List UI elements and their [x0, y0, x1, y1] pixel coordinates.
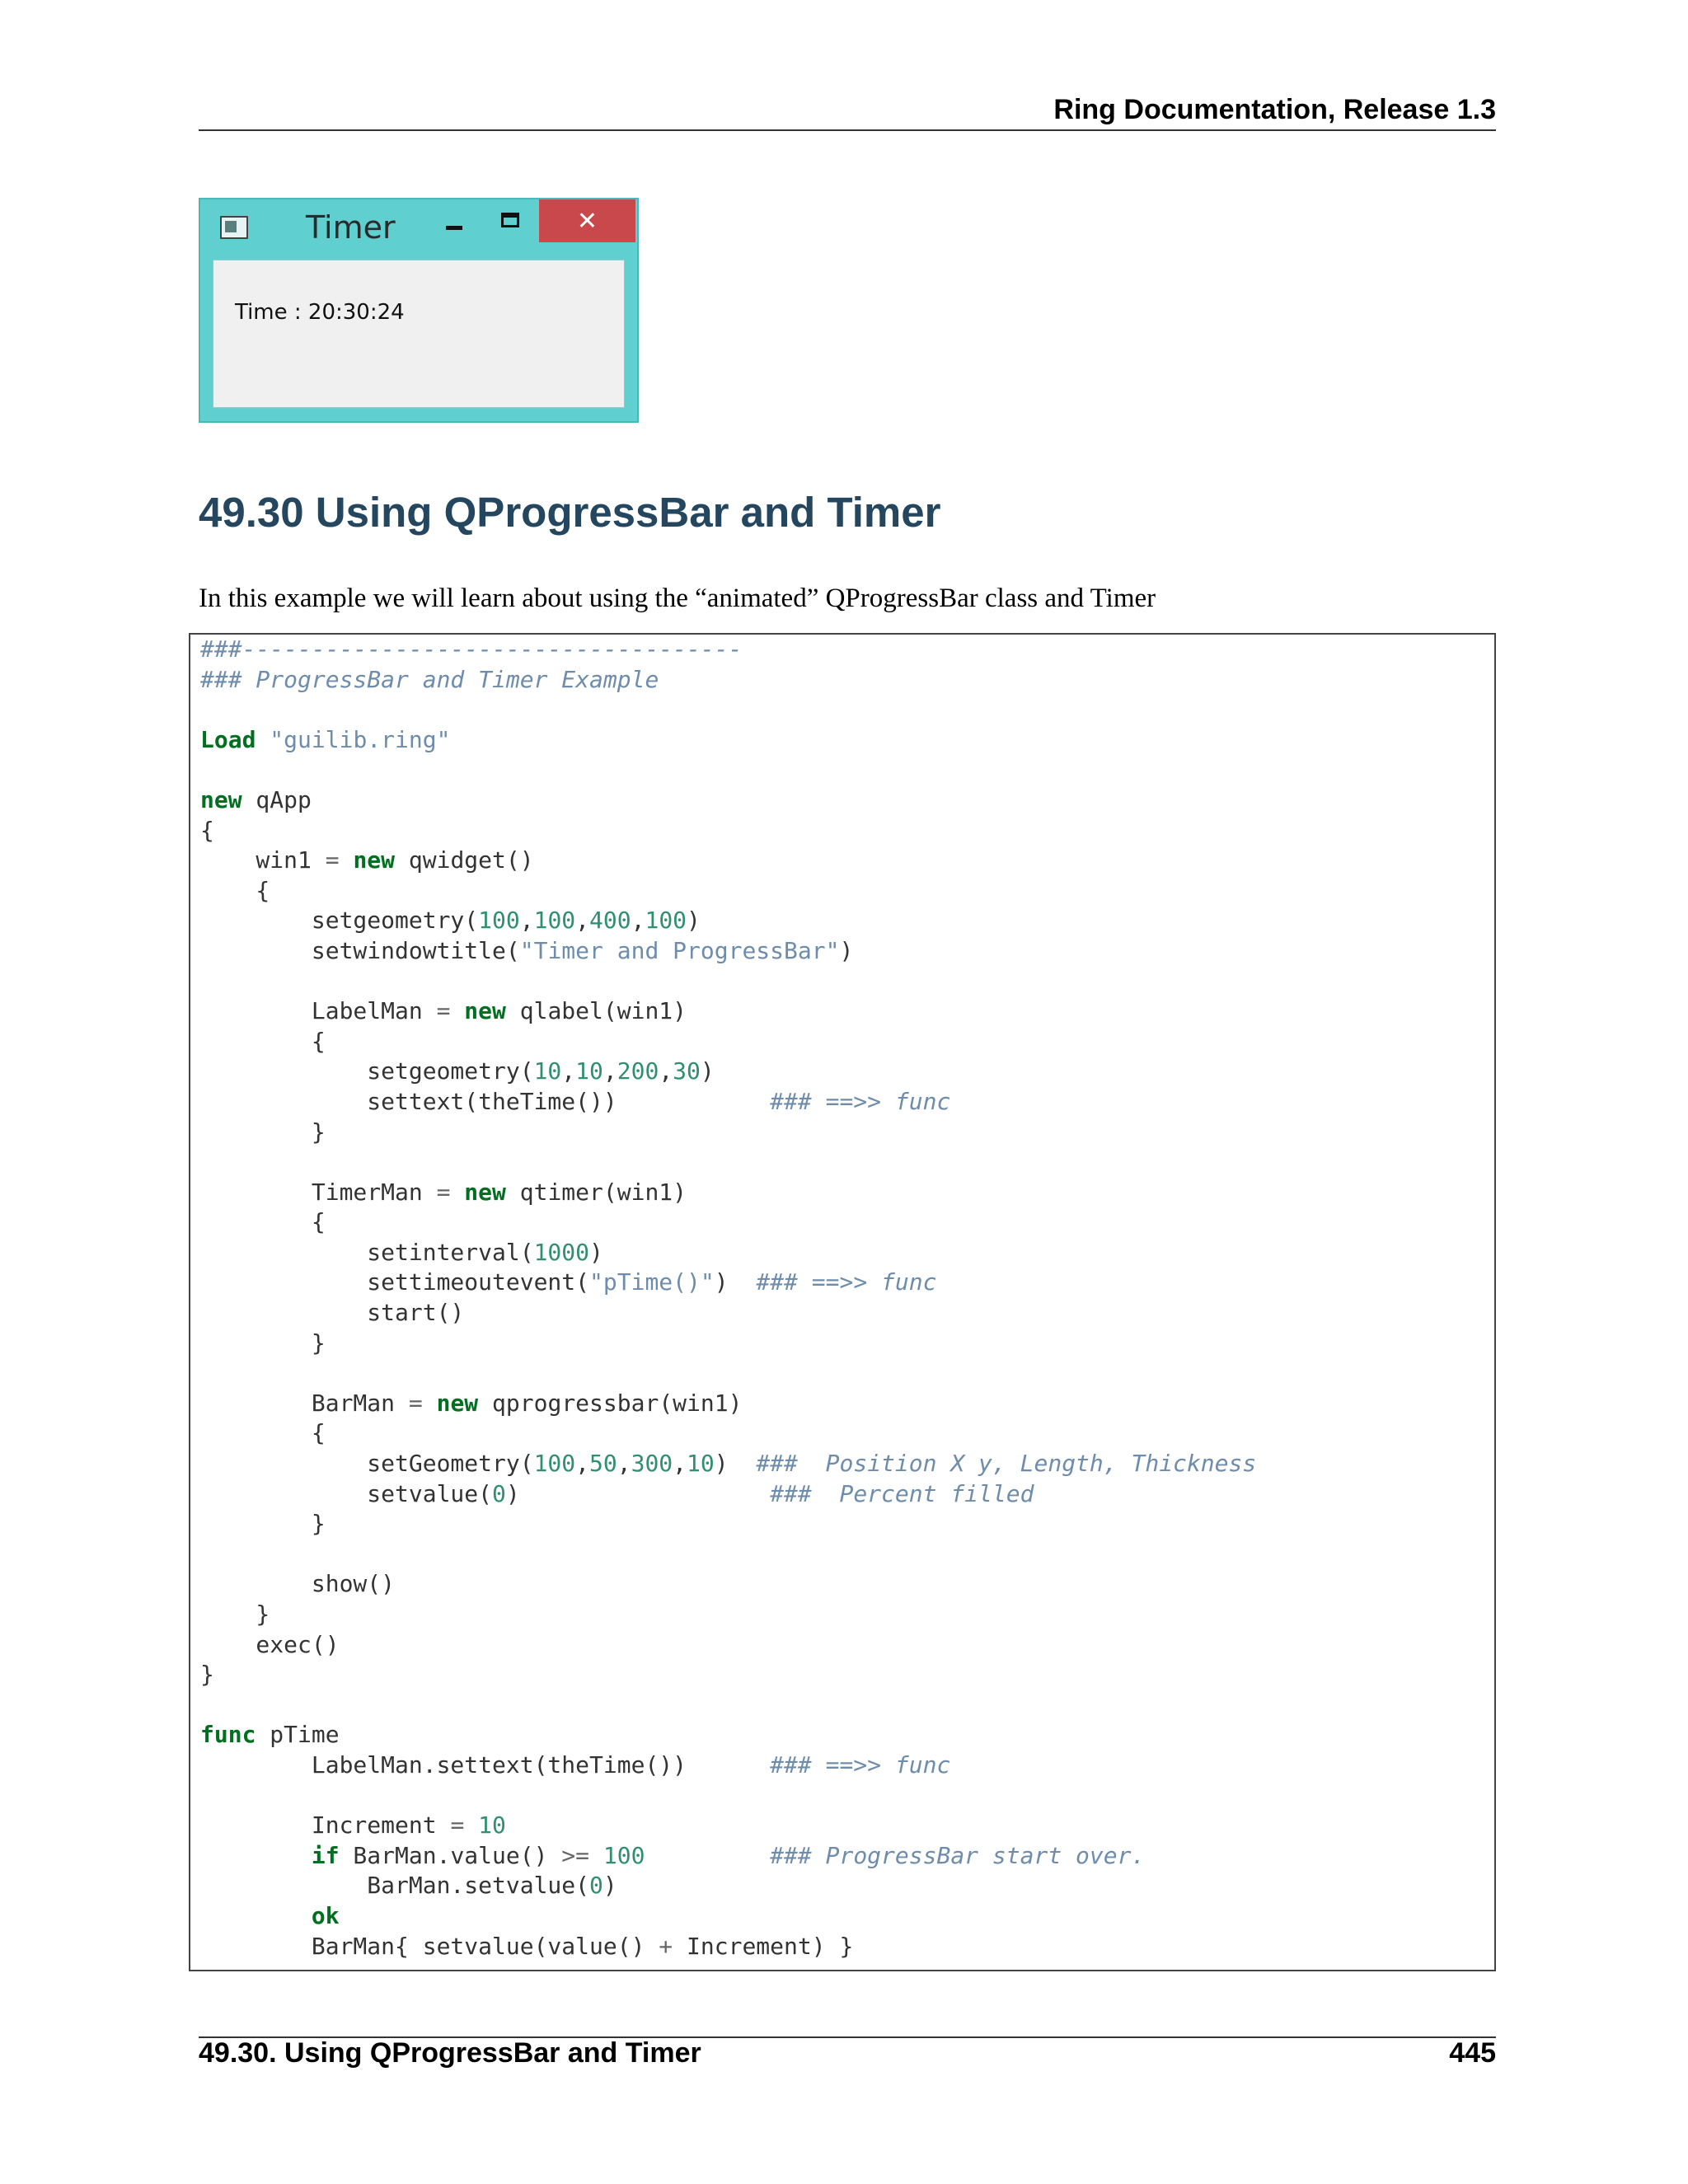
- code-token: [464, 1811, 478, 1839]
- code-line: [200, 725, 1256, 756]
- code-line: [200, 1509, 1256, 1540]
- code-token: "guilib.ring": [270, 725, 451, 753]
- code-line: [200, 1871, 1256, 1901]
- code-token: ): [589, 1238, 603, 1266]
- code-token: new: [464, 1178, 506, 1206]
- code-token: new: [353, 846, 396, 874]
- code-token: ): [714, 1268, 757, 1296]
- code-line: [200, 1932, 1256, 1962]
- code-line: [200, 1660, 1256, 1690]
- code-line: [200, 1540, 1256, 1570]
- code-token: [645, 1842, 770, 1869]
- code-token: 300: [631, 1450, 673, 1478]
- code-line: [200, 635, 1256, 665]
- code-token: 30: [673, 1057, 701, 1085]
- code-token: ,: [603, 1057, 617, 1085]
- code-token: BarMan: [200, 1389, 409, 1417]
- code-token: =: [325, 846, 340, 874]
- code-line: [200, 1087, 1256, 1118]
- code-token: [450, 1179, 464, 1206]
- minimize-icon[interactable]: [446, 226, 462, 230]
- code-token: >=: [561, 1841, 590, 1869]
- code-token: ,: [575, 1450, 590, 1478]
- code-token: ): [505, 1479, 771, 1507]
- code-line: [200, 1418, 1256, 1449]
- code-token: ### ==>> func: [770, 1087, 951, 1115]
- running-header-title: Ring Documentation, Release 1.3: [1053, 94, 1496, 125]
- code-token: {: [200, 876, 270, 904]
- footer-section-title: 49.30. Using QProgressBar and Timer: [199, 2037, 701, 2069]
- code-token: BarMan.setvalue(: [200, 1872, 590, 1900]
- code-line: [200, 1630, 1256, 1661]
- code-token: 1000: [533, 1238, 590, 1266]
- code-token: 10: [478, 1811, 506, 1840]
- code-token: setGeometry(: [200, 1450, 534, 1478]
- code-line: [200, 906, 1256, 936]
- code-line: [200, 1268, 1256, 1298]
- code-line: [200, 1358, 1256, 1389]
- code-token: {: [200, 1419, 326, 1447]
- code-token: ,: [561, 1057, 576, 1085]
- code-token: setgeometry(: [200, 1057, 534, 1085]
- code-block: [189, 633, 1496, 1971]
- window-client-area: [213, 260, 625, 408]
- code-token: {: [200, 816, 214, 844]
- code-token: {: [200, 1208, 326, 1236]
- code-token: ### ProgressBar and Timer Example: [200, 665, 659, 693]
- app-window-icon: [220, 216, 248, 239]
- code-token: new: [436, 1389, 479, 1417]
- code-token: ### Percent filled: [770, 1479, 1034, 1507]
- code-line: [200, 755, 1256, 785]
- code-token: ,: [659, 1057, 673, 1085]
- code-token: setwindowtitle(: [200, 936, 520, 964]
- code-token: ,: [519, 907, 534, 935]
- code-token: }: [200, 1661, 214, 1689]
- code-token: Load: [200, 725, 256, 753]
- code-token: Increment) }: [673, 1932, 854, 1960]
- code-line: [200, 1057, 1256, 1087]
- code-line: [200, 1841, 1256, 1872]
- code-token: LabelMan: [200, 997, 437, 1025]
- code-line: [200, 1750, 1256, 1781]
- code-token: ): [700, 1057, 715, 1085]
- code-token: new: [464, 997, 506, 1025]
- code-token: new: [200, 785, 242, 813]
- code-token: func: [200, 1721, 256, 1749]
- code-token: 0: [589, 1872, 603, 1900]
- code-line: [200, 1389, 1256, 1419]
- code-token: ): [839, 936, 854, 964]
- code-token: 100: [645, 907, 687, 935]
- code-token: ### ==>> func: [756, 1268, 937, 1296]
- code-token: [589, 1842, 603, 1869]
- code-token: settimeoutevent(: [200, 1268, 590, 1296]
- code-line: [200, 1600, 1256, 1630]
- code-token: 100: [603, 1841, 645, 1869]
- code-line: [200, 996, 1256, 1027]
- code-token: ): [714, 1450, 757, 1478]
- header-rule: [199, 129, 1496, 131]
- code-token: +: [659, 1932, 673, 1960]
- code-token: "Timer and ProgressBar": [519, 936, 840, 964]
- code-token: 100: [478, 907, 520, 935]
- code-line: [200, 876, 1256, 907]
- code-token: 200: [617, 1057, 659, 1085]
- code-token: 100: [533, 1450, 576, 1478]
- code-token: ,: [631, 907, 645, 935]
- code-token: =: [450, 1811, 465, 1840]
- code-token: =: [436, 997, 451, 1025]
- intro-paragraph: In this example we will learn about using the “animated” QProgressBar class and Timer: [199, 583, 1156, 613]
- code-line: [200, 1781, 1256, 1811]
- timer-window-screenshot: [199, 198, 639, 423]
- code-token: }: [200, 1601, 270, 1628]
- code-token: 100: [533, 907, 576, 935]
- code-token: BarMan{ setvalue(value(): [200, 1932, 659, 1960]
- code-token: 50: [589, 1450, 617, 1478]
- code-token: exec(): [200, 1630, 340, 1658]
- code-token: 0: [492, 1479, 506, 1507]
- close-icon: ✕: [576, 206, 598, 236]
- code-token: [450, 997, 464, 1024]
- code-line: [200, 1901, 1256, 1932]
- code-line: [200, 785, 1256, 816]
- code-token: settext(theTime()): [200, 1087, 771, 1115]
- code-line: [200, 1479, 1256, 1510]
- code-token: LabelMan.settext(theTime()): [200, 1750, 771, 1779]
- code-line: [200, 1207, 1256, 1238]
- code-token: ): [687, 907, 701, 935]
- maximize-icon[interactable]: [501, 213, 519, 227]
- code-token: =: [408, 1389, 423, 1417]
- code-line: [200, 1811, 1256, 1841]
- code-token: 400: [589, 907, 631, 935]
- code-token: "pTime()": [589, 1268, 715, 1296]
- code-line: [200, 1027, 1256, 1057]
- code-line: [200, 1690, 1256, 1721]
- window-title: Timer: [306, 209, 396, 246]
- code-token: ### ProgressBar start over.: [770, 1841, 1146, 1869]
- time-label: Time : 20:30:24: [235, 300, 405, 325]
- code-token: ,: [617, 1450, 631, 1478]
- code-token: ,: [673, 1450, 687, 1478]
- code-line: [200, 1569, 1256, 1600]
- code-line: [200, 1329, 1256, 1359]
- code-token: [256, 726, 270, 753]
- close-button[interactable]: [539, 199, 635, 242]
- code-line: [200, 1298, 1256, 1329]
- page-number: 445: [1449, 2037, 1496, 2069]
- code-line: [200, 1720, 1256, 1750]
- code-line: [200, 1178, 1256, 1208]
- code-token: }: [200, 1118, 326, 1146]
- code-token: 10: [575, 1057, 603, 1085]
- code-line: [200, 1238, 1256, 1268]
- code-token: }: [200, 1329, 326, 1357]
- code-token: ###------------------------------------: [200, 635, 743, 663]
- code-line: [200, 816, 1256, 846]
- code-line: [200, 1449, 1256, 1479]
- code-line: [200, 1118, 1256, 1148]
- code-token: ok: [311, 1901, 340, 1929]
- code-token: start(): [200, 1299, 465, 1327]
- code-token: }: [200, 1510, 326, 1538]
- code-token: {: [200, 1027, 326, 1055]
- code-token: show(): [200, 1570, 396, 1598]
- code-token: win1: [200, 846, 326, 874]
- code-line: [200, 846, 1256, 876]
- code-token: Increment: [200, 1811, 451, 1840]
- code-token: if: [311, 1841, 340, 1869]
- code-token: qwidget(): [395, 846, 534, 874]
- code-token: BarMan.value(): [339, 1841, 562, 1869]
- code-line: [200, 967, 1256, 997]
- code-line: [200, 1147, 1256, 1178]
- code-token: qApp: [241, 785, 312, 813]
- code-line: [200, 665, 1256, 696]
- code-line: [200, 695, 1256, 725]
- code-token: [340, 846, 354, 874]
- code-token: qprogressbar(win1): [478, 1389, 743, 1417]
- code-token: pTime: [256, 1721, 340, 1749]
- code-token: ### Position X y, Length, Thickness: [756, 1450, 1257, 1478]
- code-lines: [200, 635, 1256, 1961]
- code-line: [200, 936, 1256, 967]
- code-token: setgeometry(: [200, 907, 479, 935]
- section-heading: 49.30 Using QProgressBar and Timer: [199, 489, 941, 536]
- code-token: setvalue(: [200, 1479, 493, 1507]
- code-token: qlabel(win1): [505, 997, 687, 1025]
- code-token: =: [436, 1178, 451, 1206]
- code-token: qtimer(win1): [505, 1178, 687, 1206]
- code-token: [200, 1902, 312, 1929]
- code-token: setinterval(: [200, 1238, 534, 1266]
- code-token: 10: [687, 1450, 715, 1478]
- code-token: [200, 1842, 312, 1869]
- code-token: ### ==>> func: [770, 1750, 951, 1779]
- code-token: 10: [533, 1057, 562, 1085]
- code-token: TimerMan: [200, 1178, 437, 1206]
- code-token: [423, 1390, 437, 1417]
- code-token: ): [603, 1872, 617, 1900]
- code-token: ,: [575, 907, 590, 935]
